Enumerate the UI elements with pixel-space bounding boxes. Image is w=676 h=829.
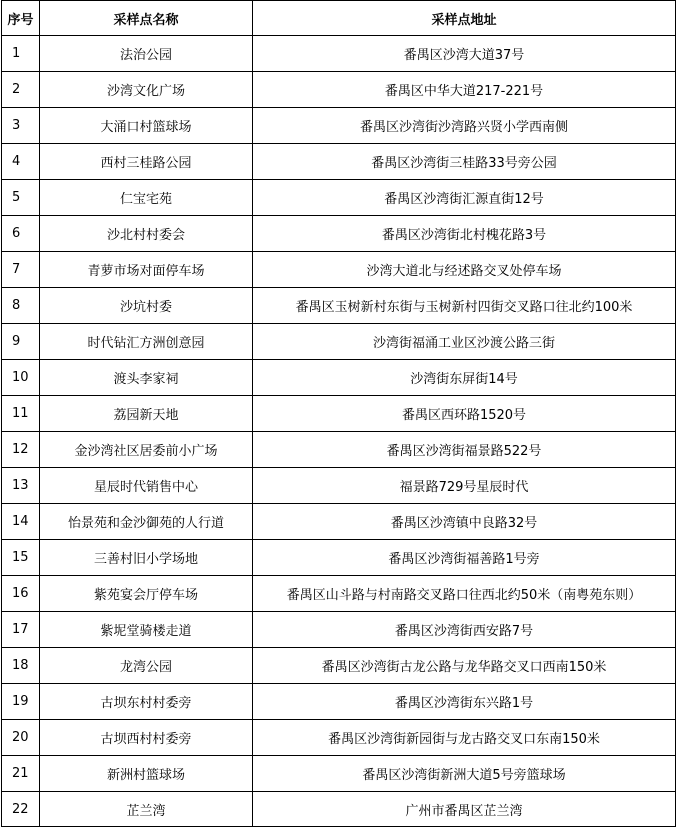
row-address: 番禺区沙湾街福景路522号 xyxy=(253,432,676,468)
row-number: 13 xyxy=(2,468,40,504)
table-row xyxy=(2,180,676,216)
row-number: 10 xyxy=(2,360,40,396)
row-address: 番禺区沙湾街古龙公路与龙华路交叉口西南150米 xyxy=(253,648,676,684)
row-address: 番禺区沙湾街西安路7号 xyxy=(253,612,676,648)
row-name: 大涌口村篮球场 xyxy=(40,108,253,144)
row-number: 20 xyxy=(2,720,40,756)
row-number: 9 xyxy=(2,324,40,360)
row-name: 芷兰湾 xyxy=(40,792,253,827)
row-name: 紫坭堂骑楼走道 xyxy=(40,612,253,648)
row-address: 番禺区西环路1520号 xyxy=(253,396,676,432)
row-number: 19 xyxy=(2,684,40,720)
row-number: 16 xyxy=(2,576,40,612)
row-number: 15 xyxy=(2,540,40,576)
row-name: 沙坑村委 xyxy=(40,288,253,324)
row-name: 古坝东村村委旁 xyxy=(40,684,253,720)
table-row xyxy=(2,252,676,288)
row-address: 番禺区沙湾街三桂路33号旁公园 xyxy=(253,144,676,180)
table-body xyxy=(2,36,676,827)
table-header-row xyxy=(2,1,676,36)
row-address: 广州市番禺区芷兰湾 xyxy=(253,792,676,827)
row-name: 荔园新天地 xyxy=(40,396,253,432)
row-address: 番禺区沙湾街沙湾路兴贤小学西南侧 xyxy=(253,108,676,144)
table-row xyxy=(2,36,676,72)
row-number: 7 xyxy=(2,252,40,288)
row-name: 星辰时代销售中心 xyxy=(40,468,253,504)
table-row xyxy=(2,324,676,360)
row-address: 番禺区沙湾街新园街与龙古路交叉口东南150米 xyxy=(253,720,676,756)
table-row xyxy=(2,108,676,144)
row-name: 沙湾文化广场 xyxy=(40,72,253,108)
table-row xyxy=(2,468,676,504)
row-name: 怡景苑和金沙御苑的人行道 xyxy=(40,504,253,540)
table-row xyxy=(2,684,676,720)
row-number: 11 xyxy=(2,396,40,432)
table-row xyxy=(2,540,676,576)
table-row xyxy=(2,144,676,180)
row-number: 2 xyxy=(2,72,40,108)
row-number: 4 xyxy=(2,144,40,180)
row-number: 21 xyxy=(2,756,40,792)
row-number: 1 xyxy=(2,36,40,72)
row-address: 番禺区玉树新村东街与玉树新村四街交叉路口往北约100米 xyxy=(253,288,676,324)
row-address: 番禺区沙湾街北村槐花路3号 xyxy=(253,216,676,252)
row-number: 17 xyxy=(2,612,40,648)
table-row xyxy=(2,216,676,252)
row-number: 5 xyxy=(2,180,40,216)
row-number: 22 xyxy=(2,792,40,827)
row-address: 番禺区沙湾大道37号 xyxy=(253,36,676,72)
sampling-points-table xyxy=(1,0,676,827)
table-row xyxy=(2,576,676,612)
row-name: 西村三桂路公园 xyxy=(40,144,253,180)
header-address: 采样点地址 xyxy=(253,1,676,36)
row-number: 14 xyxy=(2,504,40,540)
table-row xyxy=(2,396,676,432)
row-name: 龙湾公园 xyxy=(40,648,253,684)
row-address: 沙湾大道北与经述路交叉处停车场 xyxy=(253,252,676,288)
row-address: 沙湾街福涌工业区沙渡公路三街 xyxy=(253,324,676,360)
row-number: 18 xyxy=(2,648,40,684)
row-name: 沙北村村委会 xyxy=(40,216,253,252)
row-name: 古坝西村村委旁 xyxy=(40,720,253,756)
row-name: 青萝市场对面停车场 xyxy=(40,252,253,288)
table-row xyxy=(2,432,676,468)
row-name: 金沙湾社区居委前小广场 xyxy=(40,432,253,468)
row-name: 渡头李家祠 xyxy=(40,360,253,396)
table-row xyxy=(2,504,676,540)
row-address: 番禺区山斗路与村南路交叉路口往西北约50米（南粤苑东则） xyxy=(253,576,676,612)
table-row xyxy=(2,612,676,648)
row-name: 新洲村篮球场 xyxy=(40,756,253,792)
table-row xyxy=(2,72,676,108)
row-address: 沙湾街东屏街14号 xyxy=(253,360,676,396)
table-row xyxy=(2,756,676,792)
row-address: 番禺区沙湾镇中良路32号 xyxy=(253,504,676,540)
table-row xyxy=(2,288,676,324)
table-row xyxy=(2,720,676,756)
row-name: 紫苑宴会厅停车场 xyxy=(40,576,253,612)
table-row xyxy=(2,360,676,396)
row-number: 12 xyxy=(2,432,40,468)
table-row xyxy=(2,792,676,827)
row-number: 8 xyxy=(2,288,40,324)
row-number: 3 xyxy=(2,108,40,144)
row-address: 番禺区沙湾街福善路1号旁 xyxy=(253,540,676,576)
row-name: 仁宝宅苑 xyxy=(40,180,253,216)
header-name: 采样点名称 xyxy=(40,1,253,36)
header-number: 序号 xyxy=(2,1,40,36)
row-name: 法治公园 xyxy=(40,36,253,72)
row-address: 番禺区中华大道217-221号 xyxy=(253,72,676,108)
row-name: 三善村旧小学场地 xyxy=(40,540,253,576)
row-address: 福景路729号星辰时代 xyxy=(253,468,676,504)
row-address: 番禺区沙湾街新洲大道5号旁篮球场 xyxy=(253,756,676,792)
row-number: 6 xyxy=(2,216,40,252)
row-address: 番禺区沙湾街东兴路1号 xyxy=(253,684,676,720)
row-name: 时代钻汇方洲创意园 xyxy=(40,324,253,360)
row-address: 番禺区沙湾街汇源直街12号 xyxy=(253,180,676,216)
table-row xyxy=(2,648,676,684)
